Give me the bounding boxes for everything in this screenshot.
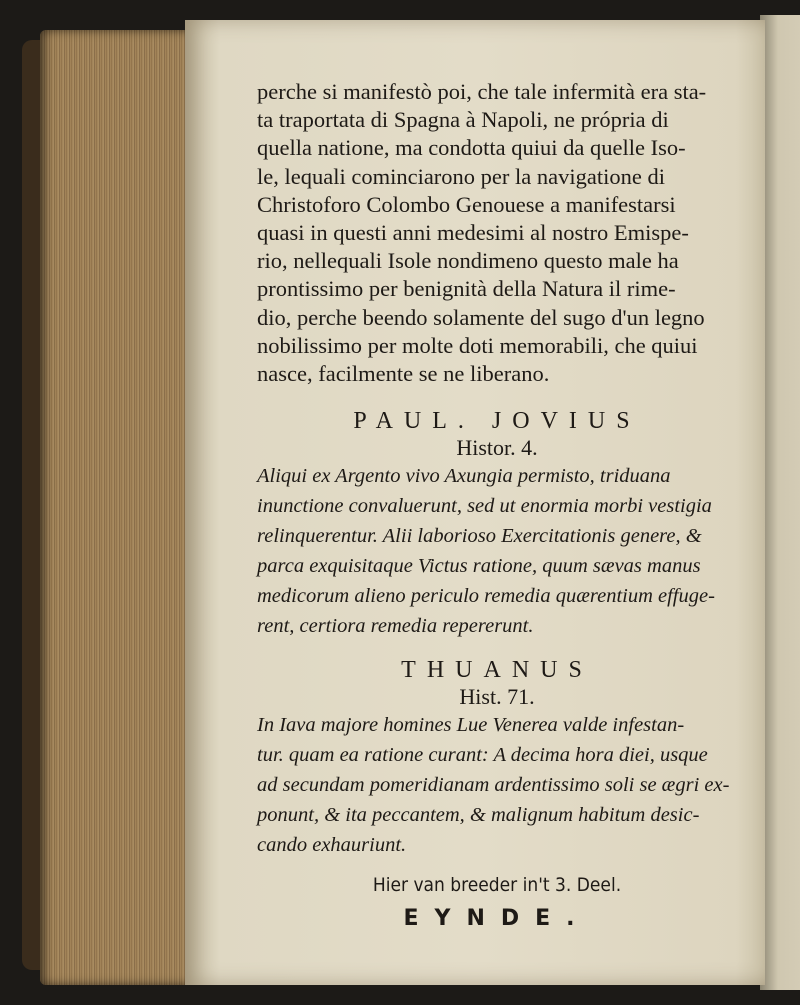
quote-line: medicorum alieno periculo remedia quærentium effuge- bbox=[257, 585, 715, 608]
text-line: quella natione, ma condotta quiui da quelle Iso- bbox=[257, 135, 686, 161]
section-heading-thuanus: THUANUS bbox=[401, 657, 593, 684]
cross-reference-note: Hier van breeder in't 3. Deel. bbox=[372, 874, 622, 897]
body-paragraph bbox=[257, 78, 737, 388]
end-marker: EYNDE. bbox=[403, 906, 591, 932]
quote-line: ponunt, & ita peccantem, & malignum habitum desic- bbox=[257, 804, 700, 827]
page-block-edge bbox=[40, 30, 190, 985]
text-line: le, lequali cominciarono per la navigatione di bbox=[257, 163, 665, 189]
quote-line: cando exhauriunt. bbox=[257, 834, 407, 857]
section-heading-jovius: PAUL. JOVIUS bbox=[353, 408, 641, 435]
quote-line: Aliqui ex Argento vivo Axungia permisto, triduana bbox=[257, 465, 671, 488]
quote-line: tur. quam ea ratione curant: A decima hora diei, usque bbox=[257, 744, 708, 767]
latin-quote-jovius bbox=[257, 461, 737, 641]
quote-line: relinquerentur. Alii laborioso Exercitationis genere, & bbox=[257, 525, 702, 548]
text-line: quasi in questi anni medesimi al nostro Emispe- bbox=[257, 220, 689, 246]
quote-line: ad secundam pomeridianam ardentissimo soli se ægri ex- bbox=[257, 774, 730, 797]
quote-line: rent, certiora remedia repererunt. bbox=[257, 615, 534, 638]
text-line: nasce, facilmente se ne liberano. bbox=[257, 361, 550, 387]
section-reference-thuanus: Hist. 71. bbox=[459, 684, 535, 710]
text-line: Christoforo Colombo Genouese a manifestarsi bbox=[257, 191, 676, 217]
text-line: nobilissimo per molte doti memorabili, che quiui bbox=[257, 332, 698, 358]
text-line: rio, nellequali Isole nondimeno questo male ha bbox=[257, 248, 679, 274]
text-line: dio, perche beendo solamente del sugo d'un legno bbox=[257, 304, 705, 330]
quote-line: inunctione convaluerunt, sed ut enormia morbi vestigia bbox=[257, 495, 712, 518]
text-line: ta traportata di Spagna à Napoli, ne própria di bbox=[257, 107, 669, 133]
quote-line: In Iava majore homines Lue Venerea valde infestan- bbox=[257, 714, 685, 737]
text-line: perche si manifestò poi, che tale infermità era sta- bbox=[257, 79, 707, 104]
page-text bbox=[257, 78, 737, 931]
section-reference-jovius: Histor. 4. bbox=[456, 435, 538, 461]
latin-quote-thuanus bbox=[257, 710, 737, 860]
facing-page-edge bbox=[760, 15, 800, 990]
quote-line: parca exquisitaque Victus ratione, quum sævas manus bbox=[257, 555, 701, 578]
text-line: prontissimo per benignità della Natura il rime- bbox=[257, 276, 676, 302]
